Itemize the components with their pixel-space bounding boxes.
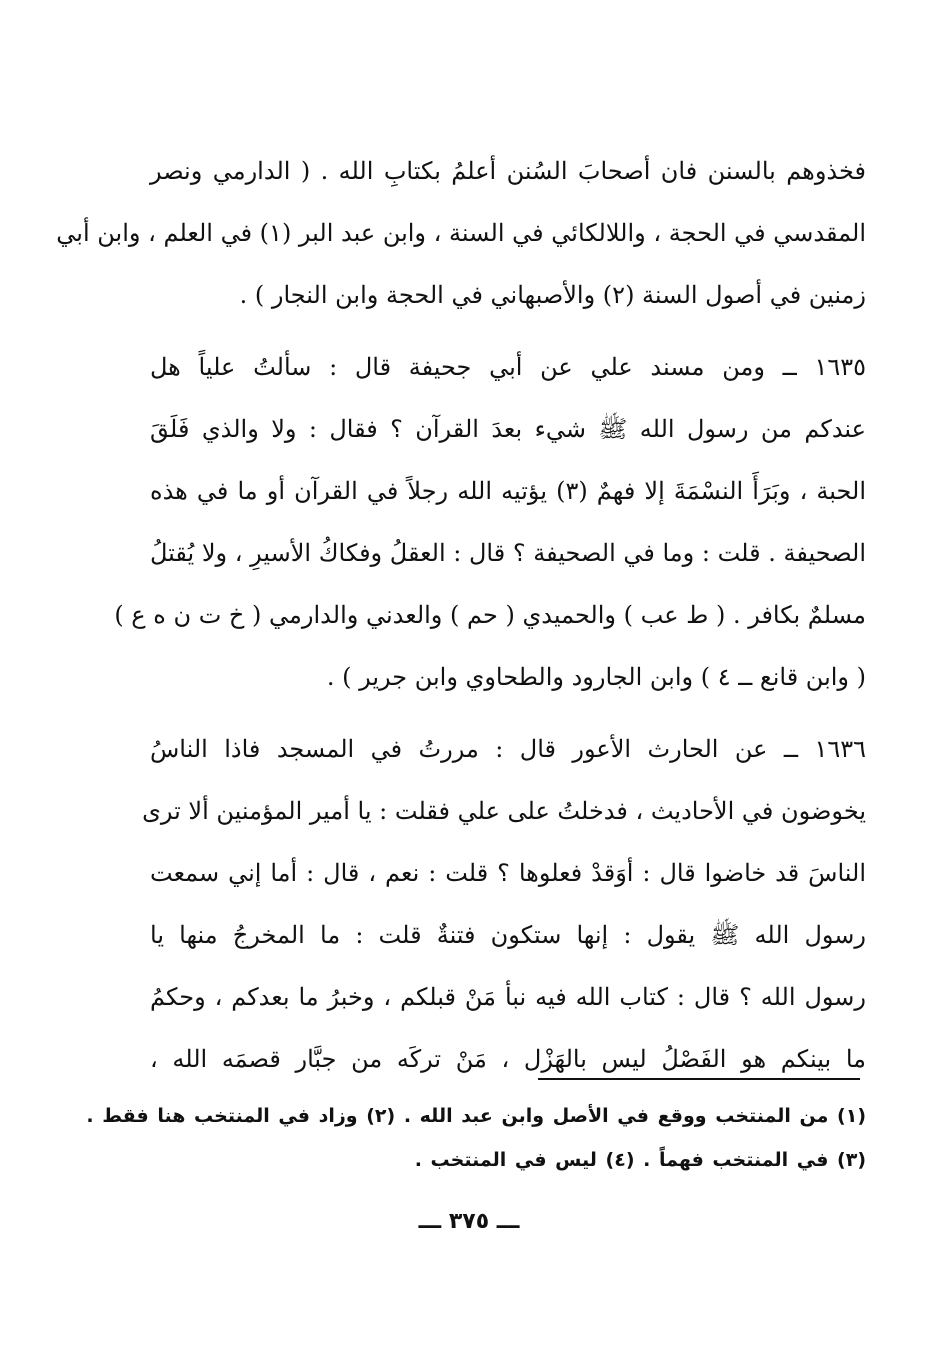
text-line: الصحيفة . قلت : وما في الصحيفة ؟ قال : العقلُ وفكاكُ الأسيرِ ، ولا يُقتلُ (150, 539, 866, 567)
text-line: عندكم من رسول الله ﷺ شيء بعدَ القرآن ؟ فقال : ولا والذي فَلَقَ (150, 415, 866, 443)
text-line: المقدسي في الحجة ، واللالكائي في السنة ، وابن عبد البر (١) في العلم ، وابن أبي (56, 219, 866, 247)
text-line: ١٦٣٦ ــ عن الحارث الأعور قال : مررتُ في المسجد فاذا الناسُ (150, 735, 866, 763)
footnote-separator (538, 1078, 860, 1080)
paragraph-gap (150, 708, 866, 718)
text-line: الناسَ قد خاضوا قال : أوَقدْ فعلوها ؟ قلت : نعم ، قال : أما إني سمعت (150, 859, 866, 887)
body-text (56, 140, 866, 1090)
hadith-1636 (142, 718, 866, 1090)
paragraph-1 (56, 140, 866, 326)
text-line: زمنين في أصول السنة (٢) والأصبهاني في الحجة وابن النجار ) . (239, 281, 866, 309)
text-line: رسول الله ﷺ يقول : إنها ستكون فتنةٌ قلت : ما المخرجُ منها يا (150, 921, 866, 949)
text-line: رسول الله ؟ قال : كتاب الله فيه نبأ مَنْ قبلكم ، وخبرُ ما بعدكم ، وحكمُ (150, 983, 866, 1011)
footnote-line: (١) من المنتخب ووقع في الأصل وابن عبد الله . (٢) وزاد في المنتخب هنا فقط . (86, 1105, 866, 1127)
text-line: ما بينكم هو الفَصْلُ ليس بالهَزْل ، مَنْ تركَه من جبَّار قصمَه الله ، (150, 1045, 866, 1073)
text-line: ١٦٣٥ ــ ومن مسند علي عن أبي جحيفة قال : سألتُ علياً هل (150, 353, 866, 381)
text-line: يخوضون في الأحاديث ، فدخلتُ على علي فقلت : يا أمير المؤمنين ألا ترى (142, 797, 866, 825)
hadith-1635 (114, 336, 866, 708)
page-number: ـــ ٣٧٥ ـــ (418, 1209, 520, 1234)
paragraph-gap (150, 326, 866, 336)
text-line: فخذوهم بالسنن فان أصحابَ السُنن أعلمُ بكتابِ الله . ( الدارمي ونصر (150, 157, 866, 185)
text-line: مسلمٌ بكافر . ( ط عب ) والحميدي ( حم ) والعدني والدارمي ( خ ت ن ه ع ) (114, 601, 866, 629)
footnote-line: (٣) في المنتخب فهماً . (٤) ليس في المنتخب . (414, 1149, 866, 1171)
footnotes (86, 1094, 866, 1182)
text-line: ( وابن قانع ــ ٤ ) وابن الجارود والطحاوي وابن جرير ) . (326, 663, 866, 691)
text-line: الحبة ، وبَرَأَ النسْمَةَ إلا فهمٌ (٣) يؤتيه الله رجلاً في القرآن أو ما في هذه (150, 477, 866, 505)
